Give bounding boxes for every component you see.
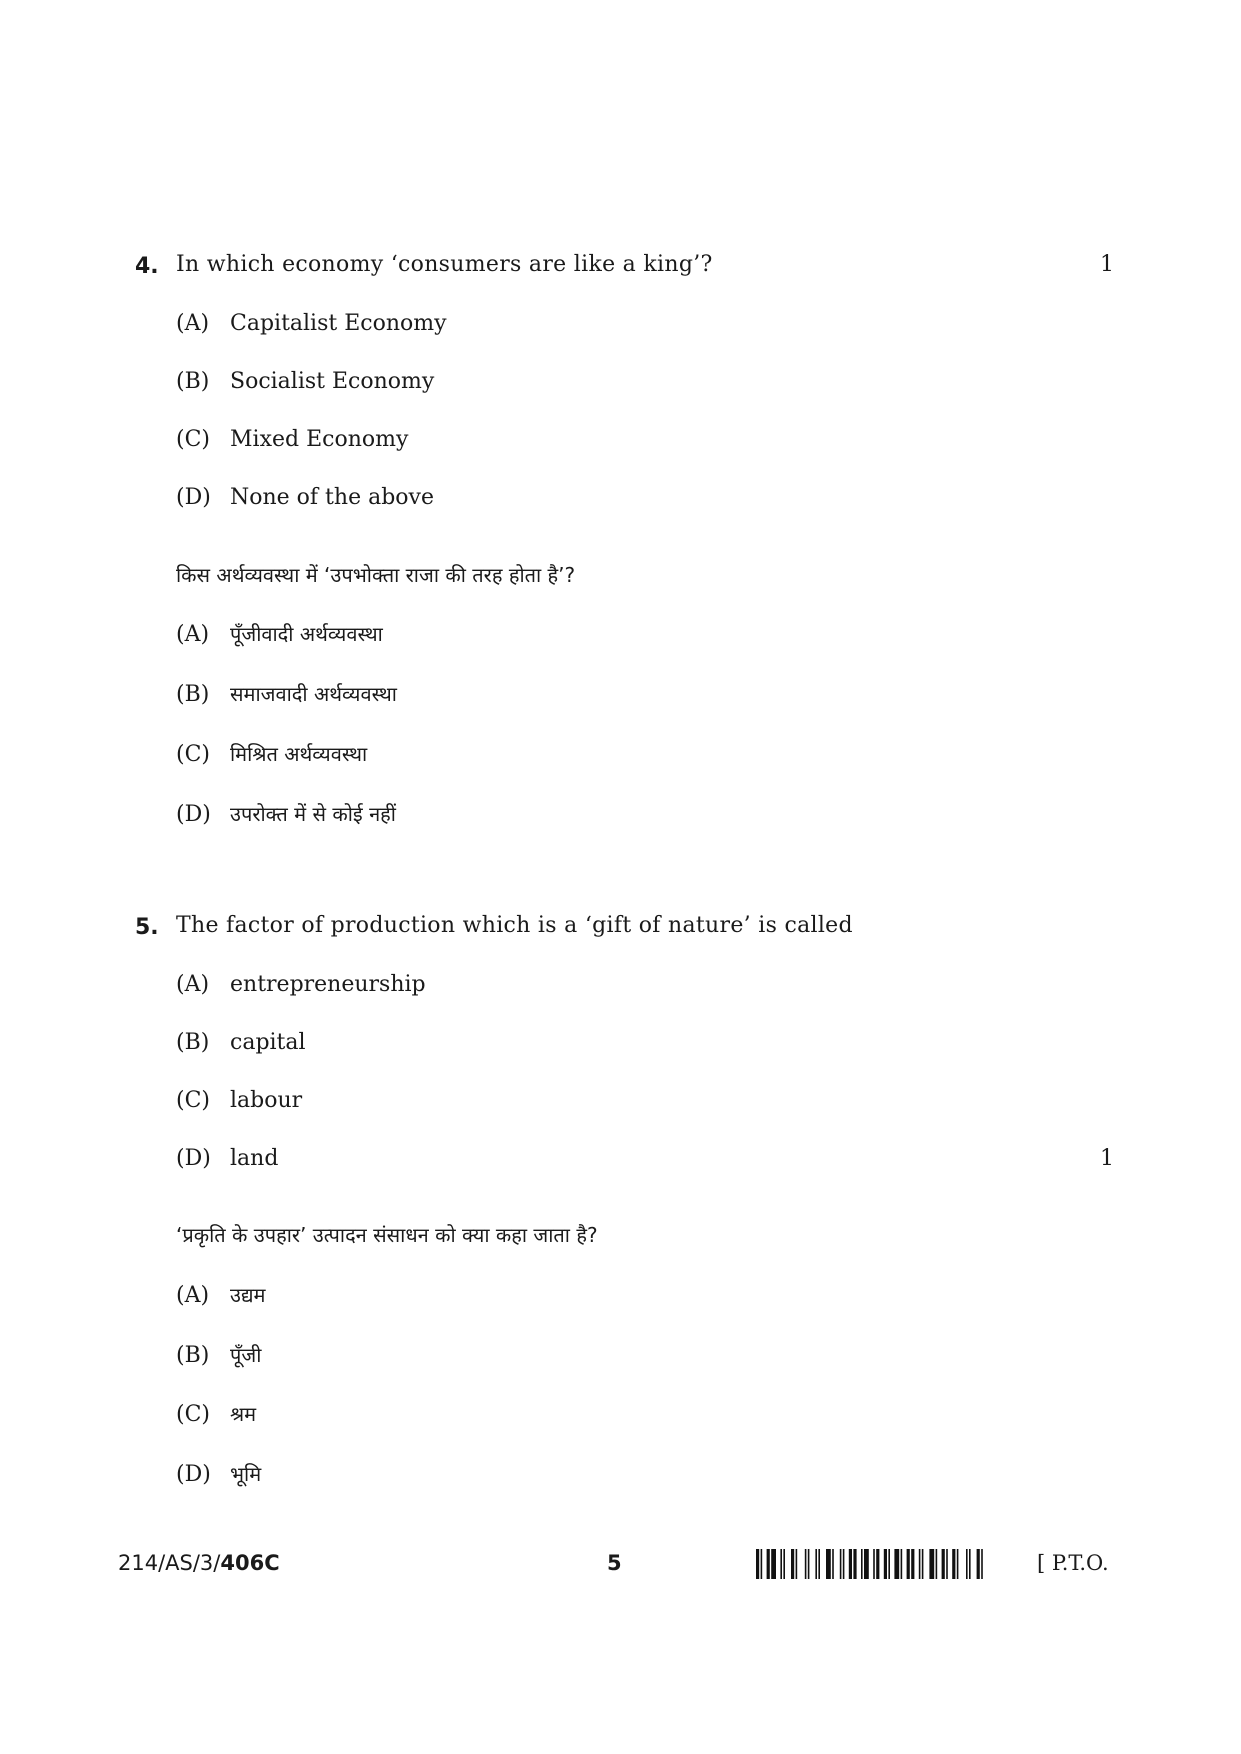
- question-5-text-en: The factor of production which is a ‘gift of nature’ is called: [176, 913, 853, 938]
- q4-option-b-en: (B) Socialist Economy: [176, 369, 435, 394]
- barcode: [756, 1549, 1020, 1579]
- q5-option-d-en: (D) land: [176, 1146, 279, 1171]
- q4-option-c-en: (C) Mixed Economy: [176, 427, 409, 452]
- question-5-text-hi: ‘प्रकृति के उपहार’ उत्पादन संसाधन को क्या कहा जाता है?: [176, 1223, 598, 1247]
- page-number: 5: [607, 1551, 622, 1575]
- q5-option-b-en: (B) capital: [176, 1030, 306, 1055]
- q4-option-b-hi: (B) समाजवादी अर्थव्यवस्था: [176, 682, 397, 707]
- question-4-text-en: In which economy ‘consumers are like a king’?: [176, 252, 713, 277]
- q4-option-a-en: (A) Capitalist Economy: [176, 311, 447, 336]
- question-5-marks: 1: [1100, 1146, 1114, 1171]
- question-5-number: 5.: [135, 915, 159, 940]
- q5-option-a-hi: (A) उद्यम: [176, 1283, 266, 1308]
- q5-option-c-en: (C) labour: [176, 1088, 303, 1113]
- question-4-marks: 1: [1100, 252, 1114, 277]
- q5-option-d-hi: (D) भूमि: [176, 1462, 262, 1487]
- q5-option-c-hi: (C) श्रम: [176, 1402, 257, 1427]
- question-4-number: 4.: [135, 254, 159, 279]
- q5-option-b-hi: (B) पूँजी: [176, 1343, 262, 1368]
- q4-option-a-hi: (A) पूँजीवादी अर्थव्यवस्था: [176, 622, 383, 647]
- q4-option-c-hi: (C) मिश्रित अर्थव्यवस्था: [176, 742, 368, 767]
- paper-code: 214/AS/3/406C: [118, 1551, 280, 1575]
- q4-option-d-hi: (D) उपरोक्त में से कोई नहीं: [176, 802, 396, 827]
- pto-label: [ P.T.O.: [1037, 1551, 1109, 1575]
- q4-option-d-en: (D) None of the above: [176, 485, 434, 510]
- question-4-text-hi: किस अर्थव्यवस्था में ‘उपभोक्ता राजा की तरह होता है’?: [176, 563, 576, 587]
- q5-option-a-en: (A) entrepreneurship: [176, 972, 426, 997]
